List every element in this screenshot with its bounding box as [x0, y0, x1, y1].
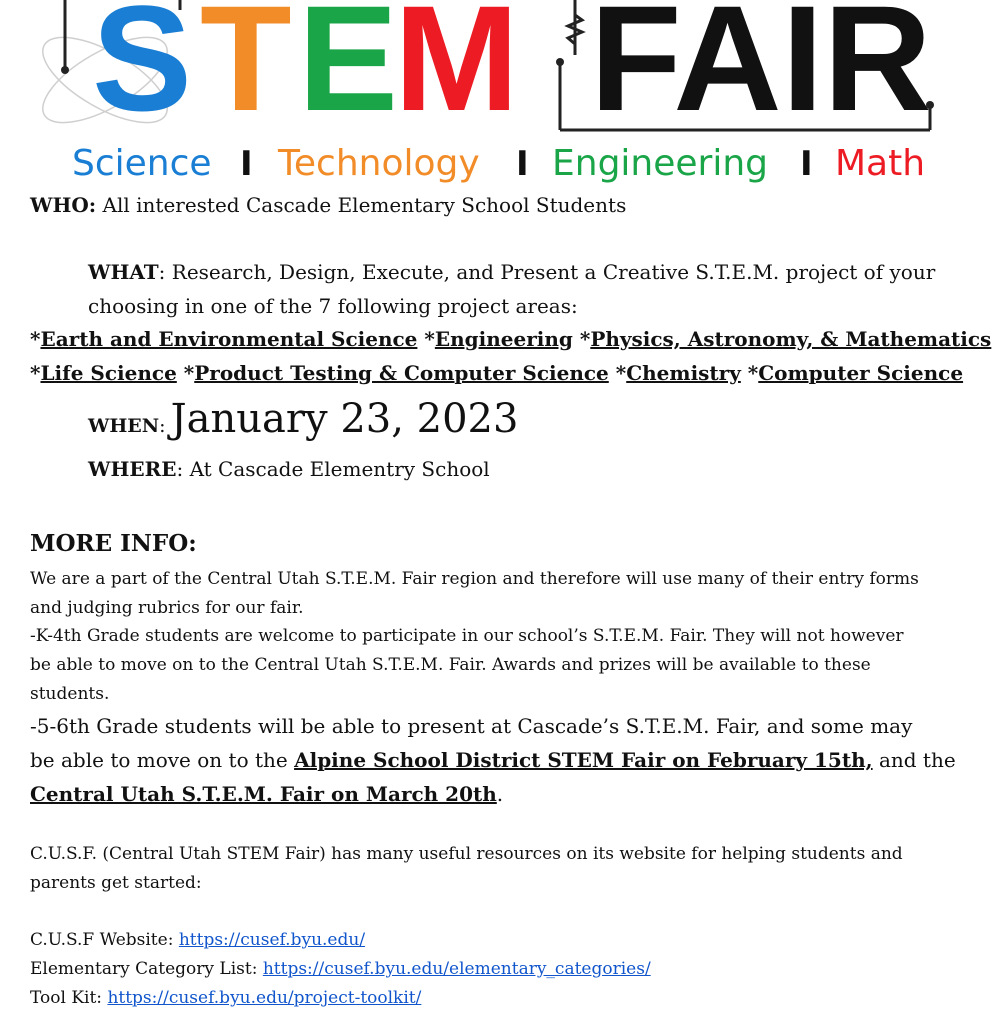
where-label: WHERE — [88, 457, 177, 481]
link-label: Elementary Category List: — [30, 959, 263, 979]
link-label: Tool Kit: — [30, 988, 108, 1008]
link-row-website — [30, 926, 365, 954]
info-p3-text: and the — [872, 748, 956, 772]
info-p3-line2 — [30, 743, 956, 777]
where-line — [88, 457, 490, 481]
logo-subject-math: Math — [835, 143, 926, 184]
link-row-toolkit — [30, 984, 421, 1012]
category-earth-env: Earth and Environmental Science — [40, 327, 418, 351]
central-utah-fair-date: Central Utah S.T.E.M. Fair on March 20th — [30, 782, 497, 806]
category-product-testing: Product Testing & Computer Science — [194, 361, 609, 385]
logo-subject-technology: Technology — [278, 143, 480, 184]
logo-subject-science: Science — [72, 143, 212, 184]
category-chemistry: Chemistry — [626, 361, 741, 385]
where-text: : At Cascade Elementry School — [176, 457, 490, 481]
cat-bullet: * — [615, 361, 627, 385]
cat-bullet: * — [30, 361, 41, 385]
what-line-2: choosing in one of the 7 following project areas: — [88, 294, 578, 318]
info-p2-line1: -K-4th Grade students are welcome to participate in our school’s S.T.E.M. Fair. They will not however — [30, 626, 904, 646]
toolkit-link[interactable]: https://cusef.byu.edu/project-toolkit/ — [107, 988, 422, 1008]
what-label: WHAT — [88, 260, 159, 284]
cat-bullet: * — [579, 327, 591, 351]
when-label: WHEN — [88, 415, 160, 437]
stem-fair-logo — [0, 0, 1000, 190]
category-list-link[interactable]: https://cusef.byu.edu/elementary_categories/ — [262, 959, 651, 979]
event-date: January 23, 2023 — [170, 396, 519, 442]
categories-line-2 — [30, 361, 963, 385]
logo-letter-t: T — [200, 0, 292, 142]
category-physics: Physics, Astronomy, & Mathematics — [590, 327, 992, 351]
logo-letter-m: M — [394, 0, 519, 142]
logo-separator-3: I — [800, 144, 813, 184]
logo-separator-1: I — [240, 144, 253, 184]
info-p1-line1: We are a part of the Central Utah S.T.E.M. Fair region and therefore will use many of their entry forms — [30, 569, 919, 589]
info-p3-line3 — [30, 777, 503, 811]
cat-bullet: * — [30, 327, 41, 351]
what-line-1 — [88, 260, 935, 284]
when-colon: : — [159, 415, 166, 437]
info-p3-line1: -5-6th Grade students will be able to present at Cascade’s S.T.E.M. Fair, and some may — [30, 714, 913, 738]
logo-separator-2: I — [516, 144, 529, 184]
more-info-heading: MORE INFO: — [30, 530, 197, 557]
categories-line-1 — [30, 327, 991, 351]
logo-word-fair: FAIR — [590, 0, 932, 142]
category-computer-science: Computer Science — [758, 361, 964, 385]
info-p1-line2: and judging rubrics for our fair. — [30, 598, 304, 618]
category-life-science: Life Science — [40, 361, 177, 385]
logo-letter-s: S — [92, 0, 193, 142]
link-label: C.U.S.F Website: — [30, 930, 179, 950]
logo-subject-engineering: Engineering — [552, 143, 768, 184]
alpine-fair-date: Alpine School District STEM Fair on February 15th, — [294, 748, 873, 772]
info-p3-text: . — [496, 782, 504, 806]
info-p2-line3: students. — [30, 684, 110, 704]
logo-letter-e: E — [298, 0, 399, 142]
cat-bullet: * — [183, 361, 195, 385]
cat-bullet: * — [747, 361, 759, 385]
what-text-1: : Research, Design, Execute, and Present a Creative S.T.E.M. project of your — [158, 260, 936, 284]
who-text: All interested Cascade Elementary School Students — [96, 193, 627, 217]
info-p4-line2: parents get started: — [30, 873, 202, 893]
when-line — [88, 396, 518, 442]
cat-bullet: * — [424, 327, 435, 351]
who-line — [30, 193, 626, 217]
cusf-website-link[interactable]: https://cusef.byu.edu/ — [178, 930, 366, 950]
info-p3-text: be able to move on to the — [30, 748, 295, 772]
category-engineering: Engineering — [434, 327, 573, 351]
info-p2-line2: be able to move on to the Central Utah S.T.E.M. Fair. Awards and prizes will be available to these — [30, 655, 871, 675]
who-label: WHO: — [30, 193, 97, 217]
link-row-categories — [30, 955, 651, 983]
info-p4-line1: C.U.S.F. (Central Utah STEM Fair) has many useful resources on its website for helping students and — [30, 844, 903, 864]
